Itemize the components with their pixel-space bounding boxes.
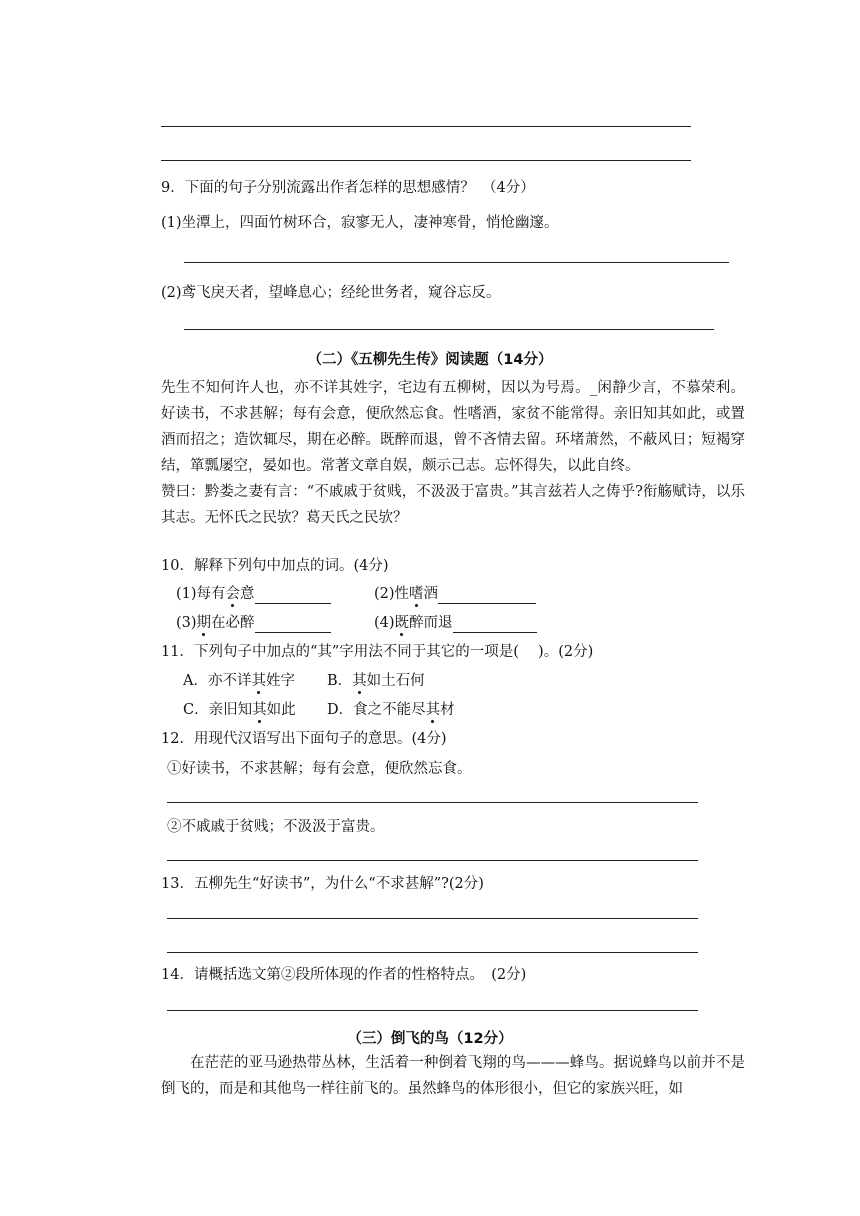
emphasis-dot-char: 其 (252, 702, 267, 718)
question-9-sentence-2: (2)鸢飞戾天者，望峰息心；经纶世务者，窥谷忘反。 (161, 285, 501, 301)
emphasis-dot-char: 其 (251, 673, 266, 689)
answer-blank[interactable] (438, 587, 536, 604)
emphasis-dot-char: 期 (196, 615, 212, 631)
passage-text: 在茫茫的亚马逊热带丛林，生活着一种倒着飞翔的鸟———蜂鸟。据说蜂鸟以前并不是倒飞的，而是和其他鸟一样往前飞的。虽然蜂鸟的体形很小，但它的家族兴旺，如 (161, 1055, 745, 1097)
passage-text: 先生不知何许人也，亦不详其姓字，宅边有五柳树，因以为号焉。_闲静少言，不慕荣利。好读书，不求甚解；每有会意，便欣然忘食。性嗜酒，家贫不能常得。亲旧知其如此，或置酒而招之；造饮辄尽，期在必醉。既醉而退，曾不吝情去留。环堵萧然，不蔽风日；短褐穿结，箪瓢屡空，晏如也。常著文章自娱，颇示己志。忘怀得失，以此自终。 (161, 380, 745, 474)
answer-blank[interactable] (453, 616, 537, 633)
question-10-item-2: (2)性嗜酒 (374, 584, 536, 604)
answer-line (167, 802, 698, 803)
answer-blank[interactable] (255, 616, 331, 633)
question-11: 11．下列句子中加点的“其”字用法不同于其它的一项是( )。(2分) (161, 644, 594, 660)
emphasis-dot-char: 会 (225, 586, 241, 602)
question-10: 10．解释下列句中加点的词。(4分) (161, 558, 389, 574)
question-12: 12．用现代汉语写出下面句子的意思。(4分) (161, 731, 447, 747)
option-b: B．其如土石何 (327, 673, 425, 689)
question-10-item-3: (3)期在必醉 (176, 613, 331, 633)
passage-text: 赞曰：黔娄之妻有言：“不戚戚于贫贱，不汲汲于富贵。”其言兹若人之俦乎?衔觞赋诗，以乐其志。无怀氏之民欤？葛天氏之民欤？ (161, 484, 745, 526)
answer-line (184, 262, 729, 263)
question-9-sentence-1: (1)坐潭上，四面竹树环合，寂寥无人，凄神寒骨，悄怆幽邃。 (161, 215, 559, 231)
emphasis-dot-char: 既 (394, 615, 410, 631)
answer-line (167, 1010, 698, 1011)
section-3-title: （三）倒飞的鸟（12分） (347, 1031, 513, 1047)
option-c: C．亲旧知其如此 (183, 702, 296, 718)
question-13: 13．五柳先生“好读书”，为什么“不求甚解”?(2分) (161, 876, 484, 892)
question-10-item-4: (4)既醉而退 (374, 613, 537, 633)
option-a: A．亦不详其姓字 (183, 673, 295, 689)
passage-paragraph-2 (161, 479, 745, 531)
emphasis-dot-char: 其 (352, 673, 367, 689)
emphasis-dot-char: 其 (425, 702, 441, 718)
answer-blank[interactable] (255, 587, 331, 604)
emphasis-dot-char: 嗜 (409, 586, 424, 602)
answer-line (167, 860, 698, 861)
passage-paragraph-1 (161, 375, 745, 479)
answer-line (167, 952, 698, 953)
question-10-item-1: (1)每有会意 (176, 584, 331, 604)
question-9: 9．下面的句子分别流露出作者怎样的思想感情？ （4分） (161, 180, 535, 196)
option-d: D．食之不能尽其材 (327, 702, 455, 718)
passage-paragraph-3 (161, 1050, 745, 1102)
question-12-sentence-1: ①好读书，不求甚解；每有会意，便欣然忘食。 (167, 761, 472, 777)
answer-line (167, 918, 698, 919)
answer-line (161, 126, 691, 127)
answer-line (184, 329, 714, 330)
section-2-title: （二）《五柳先生传》阅读题（14分） (307, 352, 553, 368)
question-14: 14．请概括选文第②段所体现的作者的性格特点。 (2分) (161, 967, 527, 983)
answer-line (161, 160, 691, 161)
question-12-sentence-2: ②不戚戚于贫贱；不汲汲于富贵。 (167, 819, 385, 835)
